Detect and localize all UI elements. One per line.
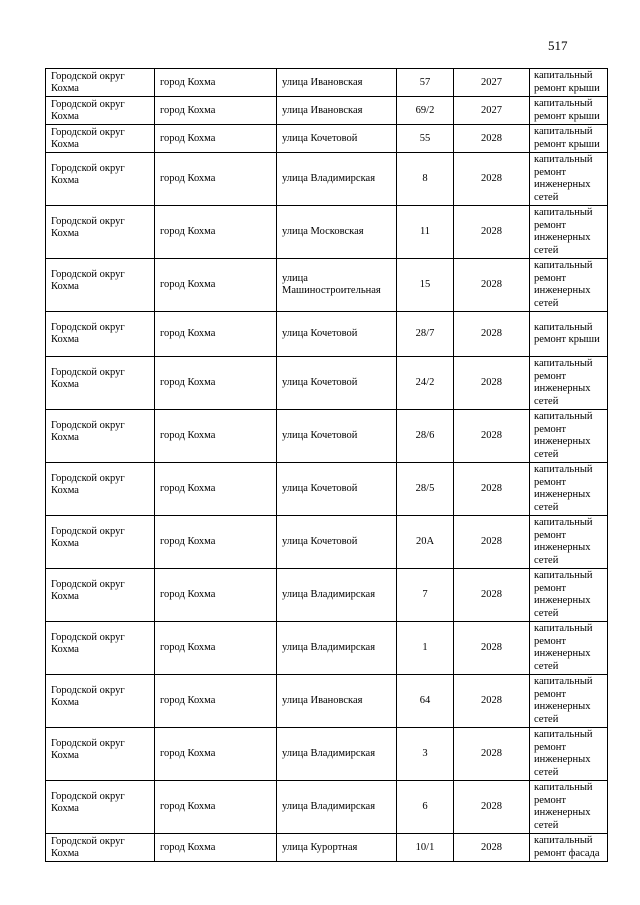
- settlement-cell: город Кохма: [155, 463, 277, 516]
- municipality-cell: Городской округ Кохма: [46, 153, 155, 206]
- year-cell: 2028: [454, 153, 530, 206]
- street-cell: улица Кочетовой: [277, 125, 397, 153]
- table-row: [46, 781, 608, 834]
- table-row: [46, 153, 608, 206]
- work-type-cell: капитальный ремонт инженерных сетей: [530, 153, 608, 206]
- street-cell: улица Курортная: [277, 834, 397, 862]
- house-number-cell: 20А: [397, 516, 454, 569]
- house-number-cell: 24/2: [397, 357, 454, 410]
- year-cell: 2027: [454, 97, 530, 125]
- work-type-cell: капитальный ремонт крыши: [530, 97, 608, 125]
- municipality-cell: Городской округ Кохма: [46, 410, 155, 463]
- table-row: [46, 516, 608, 569]
- settlement-cell: город Кохма: [155, 410, 277, 463]
- house-number-cell: 15: [397, 259, 454, 312]
- house-number-cell: 10/1: [397, 834, 454, 862]
- street-cell: улица Владимирская: [277, 781, 397, 834]
- house-number-cell: 11: [397, 206, 454, 259]
- street-cell: улица Машиностроительная: [277, 259, 397, 312]
- settlement-cell: город Кохма: [155, 834, 277, 862]
- table-body: [46, 69, 608, 862]
- year-cell: 2028: [454, 259, 530, 312]
- house-number-cell: 28/5: [397, 463, 454, 516]
- year-cell: 2028: [454, 728, 530, 781]
- municipality-cell: Городской округ Кохма: [46, 781, 155, 834]
- street-cell: улица Владимирская: [277, 153, 397, 206]
- year-cell: 2028: [454, 516, 530, 569]
- street-cell: улица Кочетовой: [277, 463, 397, 516]
- house-number-cell: 55: [397, 125, 454, 153]
- street-cell: улица Ивановская: [277, 675, 397, 728]
- house-number-cell: 7: [397, 569, 454, 622]
- municipality-cell: Городской округ Кохма: [46, 728, 155, 781]
- work-type-cell: капитальный ремонт инженерных сетей: [530, 728, 608, 781]
- year-cell: 2028: [454, 312, 530, 357]
- work-type-cell: капитальный ремонт инженерных сетей: [530, 569, 608, 622]
- municipality-cell: Городской округ Кохма: [46, 622, 155, 675]
- street-cell: улица Кочетовой: [277, 516, 397, 569]
- work-type-cell: капитальный ремонт инженерных сетей: [530, 516, 608, 569]
- repair-schedule-table: [45, 68, 608, 862]
- settlement-cell: город Кохма: [155, 357, 277, 410]
- settlement-cell: город Кохма: [155, 206, 277, 259]
- table-row: [46, 206, 608, 259]
- municipality-cell: Городской округ Кохма: [46, 69, 155, 97]
- street-cell: улица Московская: [277, 206, 397, 259]
- house-number-cell: 69/2: [397, 97, 454, 125]
- municipality-cell: Городской округ Кохма: [46, 463, 155, 516]
- municipality-cell: Городской округ Кохма: [46, 357, 155, 410]
- street-cell: улица Владимирская: [277, 622, 397, 675]
- house-number-cell: 57: [397, 69, 454, 97]
- table-row: [46, 569, 608, 622]
- settlement-cell: город Кохма: [155, 622, 277, 675]
- year-cell: 2028: [454, 357, 530, 410]
- house-number-cell: 6: [397, 781, 454, 834]
- settlement-cell: город Кохма: [155, 125, 277, 153]
- house-number-cell: 64: [397, 675, 454, 728]
- settlement-cell: город Кохма: [155, 153, 277, 206]
- work-type-cell: капитальный ремонт инженерных сетей: [530, 259, 608, 312]
- year-cell: 2028: [454, 781, 530, 834]
- municipality-cell: Городской округ Кохма: [46, 259, 155, 312]
- house-number-cell: 8: [397, 153, 454, 206]
- year-cell: 2028: [454, 834, 530, 862]
- house-number-cell: 28/7: [397, 312, 454, 357]
- work-type-cell: капитальный ремонт инженерных сетей: [530, 675, 608, 728]
- municipality-cell: Городской округ Кохма: [46, 206, 155, 259]
- year-cell: 2028: [454, 622, 530, 675]
- settlement-cell: город Кохма: [155, 675, 277, 728]
- work-type-cell: капитальный ремонт инженерных сетей: [530, 410, 608, 463]
- table-row: [46, 463, 608, 516]
- year-cell: 2028: [454, 675, 530, 728]
- year-cell: 2028: [454, 569, 530, 622]
- table-row: [46, 834, 608, 862]
- settlement-cell: город Кохма: [155, 97, 277, 125]
- table-row: [46, 728, 608, 781]
- year-cell: 2028: [454, 125, 530, 153]
- settlement-cell: город Кохма: [155, 69, 277, 97]
- work-type-cell: капитальный ремонт инженерных сетей: [530, 463, 608, 516]
- municipality-cell: Городской округ Кохма: [46, 569, 155, 622]
- table-row: [46, 312, 608, 357]
- work-type-cell: капитальный ремонт крыши: [530, 69, 608, 97]
- municipality-cell: Городской округ Кохма: [46, 125, 155, 153]
- settlement-cell: город Кохма: [155, 728, 277, 781]
- settlement-cell: город Кохма: [155, 312, 277, 357]
- settlement-cell: город Кохма: [155, 259, 277, 312]
- municipality-cell: Городской округ Кохма: [46, 312, 155, 357]
- street-cell: улица Владимирская: [277, 569, 397, 622]
- year-cell: 2027: [454, 69, 530, 97]
- street-cell: улица Кочетовой: [277, 410, 397, 463]
- municipality-cell: Городской округ Кохма: [46, 97, 155, 125]
- house-number-cell: 3: [397, 728, 454, 781]
- work-type-cell: капитальный ремонт инженерных сетей: [530, 622, 608, 675]
- municipality-cell: Городской округ Кохма: [46, 834, 155, 862]
- table-row: [46, 97, 608, 125]
- street-cell: улица Ивановская: [277, 97, 397, 125]
- table-row: [46, 259, 608, 312]
- work-type-cell: капитальный ремонт инженерных сетей: [530, 357, 608, 410]
- work-type-cell: капитальный ремонт фасада: [530, 834, 608, 862]
- settlement-cell: город Кохма: [155, 781, 277, 834]
- municipality-cell: Городской округ Кохма: [46, 516, 155, 569]
- year-cell: 2028: [454, 206, 530, 259]
- work-type-cell: капитальный ремонт крыши: [530, 312, 608, 357]
- street-cell: улица Кочетовой: [277, 357, 397, 410]
- table-row: [46, 125, 608, 153]
- settlement-cell: город Кохма: [155, 569, 277, 622]
- house-number-cell: 28/6: [397, 410, 454, 463]
- settlement-cell: город Кохма: [155, 516, 277, 569]
- house-number-cell: 1: [397, 622, 454, 675]
- work-type-cell: капитальный ремонт инженерных сетей: [530, 781, 608, 834]
- year-cell: 2028: [454, 463, 530, 516]
- table-row: [46, 675, 608, 728]
- table-row: [46, 357, 608, 410]
- table-row: [46, 69, 608, 97]
- table-row: [46, 622, 608, 675]
- work-type-cell: капитальный ремонт инженерных сетей: [530, 206, 608, 259]
- work-type-cell: капитальный ремонт крыши: [530, 125, 608, 153]
- street-cell: улица Владимирская: [277, 728, 397, 781]
- street-cell: улица Ивановская: [277, 69, 397, 97]
- street-cell: улица Кочетовой: [277, 312, 397, 357]
- page-number: 517: [548, 38, 568, 53]
- table-row: [46, 410, 608, 463]
- municipality-cell: Городской округ Кохма: [46, 675, 155, 728]
- year-cell: 2028: [454, 410, 530, 463]
